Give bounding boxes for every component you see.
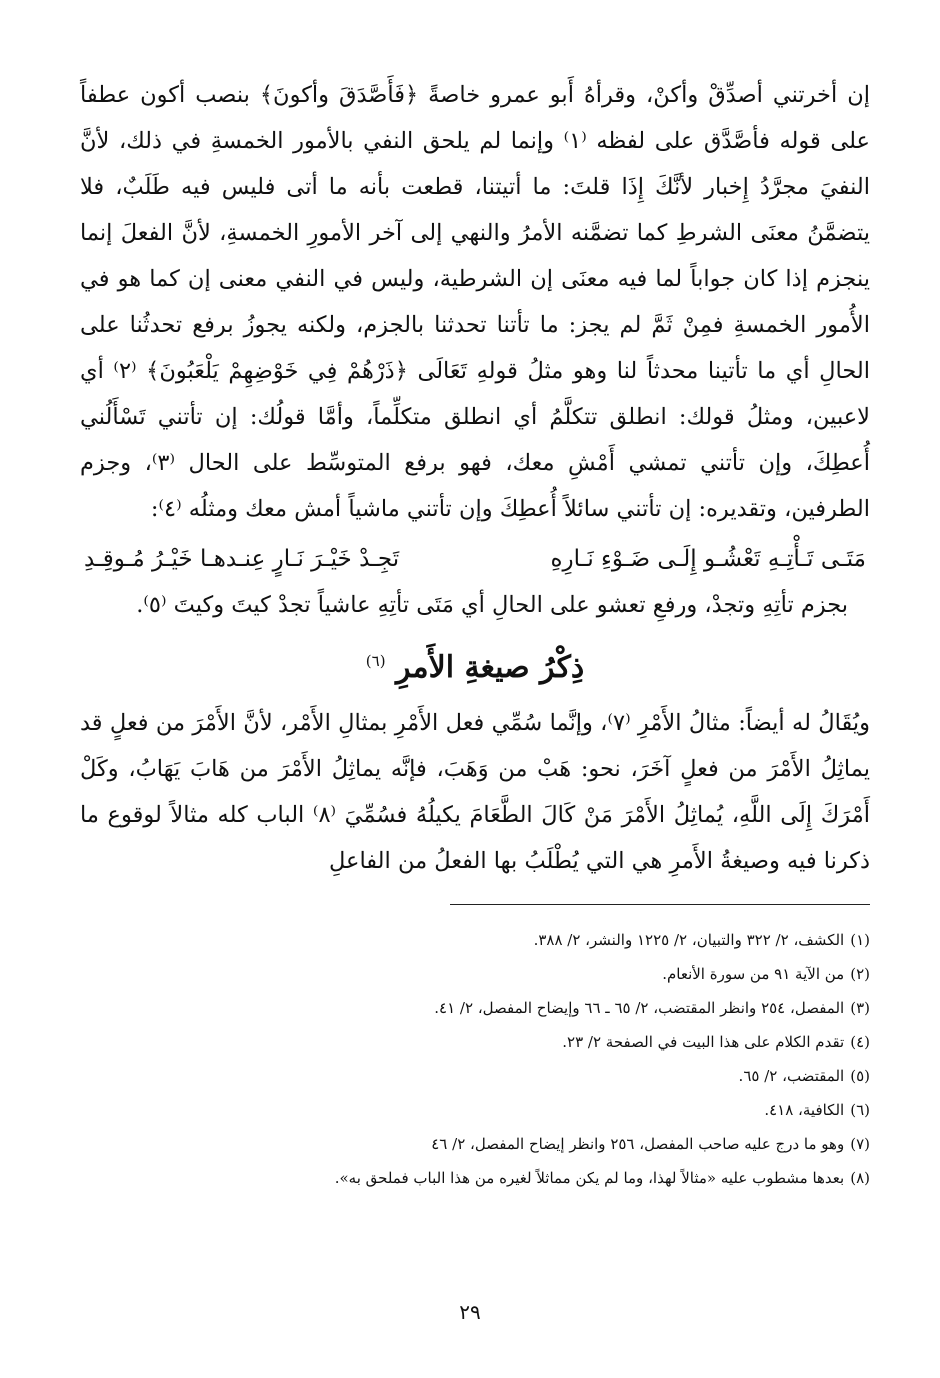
footnote-text: من الآية ٩١ من سورة الأنعام. [662,965,845,983]
footnote-number: (٥) [850,1067,870,1085]
footnote [80,991,870,1025]
footnote [80,923,870,957]
poetry-verse [80,536,870,582]
paragraph: ويُقَالُ له أيضاً: مثالُ الأَمْرِ ⁽٧⁾، وإنَّما سُمِّي فعل الأَمْرِ بمثالِ الأَمْر، لأنَّ الأَمْرَ من فعلٍ قد يماثِلُ الأَمْرَ من فعلٍ آخَرَ، نحو: هَبْ من وَهَبَ، فإنَّه يماثِلُ الأَمْرَ من هَابَ يَهَابُ، وكَلْ أَمْرَكَ إِلَى اللَّهِ، يُماثِلُ الأَمْرَ مَنْ كَالَ الطَّعَامَ يكيلُهُ فسُمِّيَ ⁽٨⁾ الباب كله مثالاً لوقوع ما ذكرنا فيه وصيغةُ الأَمرِ هي التي يُطْلَبُ بها الفعلُ من الفاعلِ [80,710,871,874]
footnote-separator [450,904,870,905]
footnote-number: (٦) [850,1101,870,1119]
main-text-top [80,72,870,532]
page-number: ٢٩ [459,1300,481,1324]
section-heading-footnote-ref: (٦) [365,652,386,670]
footnote-number: (٤) [850,1033,870,1051]
verse-second-hemistich: تَجِـدْ خَيْـرَ نَـارٍ عِنـدهـا خَيْـرُ مُـوقِـدِ [84,546,400,572]
footnote-number: (٣) [850,999,870,1017]
footnote-text: بعدها مشطوب عليه «مثالاً لهذا، وما لم يكن مماثلاً لغيره من هذا الباب فملحق به». [334,1169,845,1187]
main-text-bottom [80,700,870,884]
footnote-text: وهو ما درج عليه صاحب المفصل، ٢٥٦ وانظر إيضاح المفصل، ٢/ ٤٦ [431,1135,845,1153]
footnote-number: (٢) [850,965,870,983]
verse-first-hemistich: مَتَـى تَـأْتِـهِ تَعْشُـو إِلَـى ضَـوْءِ نَـارِهِ [550,546,866,572]
verse-commentary [80,582,870,628]
section-heading-text: ذِكْرُ صيغةِ الأَمرِ [396,650,585,685]
footnote [80,1127,870,1161]
footnote [80,1161,870,1195]
footnote-number: (٧) [850,1135,870,1153]
section-heading [80,642,870,694]
footnote-text: المفصل، ٢٥٤ وانظر المقتضب، ٢/ ٦٥ ـ ٦٦ وإيضاح المفصل، ٢/ ٤١. [434,999,845,1017]
footnote-text: الكشف، ٢/ ٣٢٢ والتبيان، ٢/ ١٢٢٥ والنشر، ٢/ ٣٨٨. [533,931,845,949]
footnote [80,1025,870,1059]
footnote-number: (٨) [850,1169,870,1187]
footnote [80,1093,870,1127]
footnotes [80,923,870,1195]
footnote-text: تقدم الكلام على هذا البيت في الصفحة ٢/ ٢٣. [562,1033,845,1051]
footnote [80,1059,870,1093]
footnote-text: المقتضب، ٢/ ٦٥. [738,1067,845,1085]
paragraph: إن أخرتني أصدِّقْ وأكنْ، وقرأهُ أَبو عمرو خاصةً ﴿فَأَصَّدَقَ وأكونَ﴾ بنصب أكون عطفاً على قوله فأصَّدَّق على لفظه ⁽١⁾ وإنما لم يلحق النفي بالأمور الخمسةِ في ذلك، لأنَّ النفيَ مجرَّدُ إِخبار لأنَّكَ إِذَا قلتَ: ما أتيتنا، قطعت بأنه ما أتى فليس فيه طَلَبٌ، فلا يتضمَّنُ معنَى الشرطِ كما تضمَّنه الأمرُ والنهي إلى آخر الأمورِ الخمسةِ، لأنَّ الفعلَ إنما ينجزم إذا كان جواباً لما فيه معنَى إن الشرطية، وليس في النفي معنى إن كما هو في الأُمور الخمسةِ فمِنْ ثَمَّ لم يجز: ما تأتنا تحدثنا بالجزم، ولكنه يجوزُ برفع تحدثُنا على الحالِ أي ما تأتينا محدثاً لنا وهو مثلُ قولهِ تَعَالَى ﴿ذَرْهُمْ فِي خَوْضِهِمْ يَلْعَبُونَ﴾ ⁽٢⁾ أي لاعبين، ومثلُ قولك: انطلق تتكلَّمُ أي انطلق متكلِّماً، وأمَّا قولُك: إن تأتني تَسْأَلُني أُعطِكَ، وإن تأتني تمشي أَمْشِ معك، فهو برفع المتوسِّط على الحال ⁽٣⁾، وجزم الطرفين، وتقديره: إن تأتني سائلاً أُعطِكَ وإن تأتني ماشياً أمش معك ومثلُه ⁽٤⁾: [80,82,870,522]
footnote-number: (١) [850,931,870,949]
footnote-text: الكافية، ٤١٨. [764,1101,845,1119]
footnote [80,957,870,991]
paragraph: بجزم تأتِهِ وتجدْ، ورفعِ تعشو على الحالِ أي مَتَى تأتِهِ عاشياً تجدْ كيتَ وكيتَ ⁽٥⁾. [136,592,848,618]
book-page [80,72,870,1195]
